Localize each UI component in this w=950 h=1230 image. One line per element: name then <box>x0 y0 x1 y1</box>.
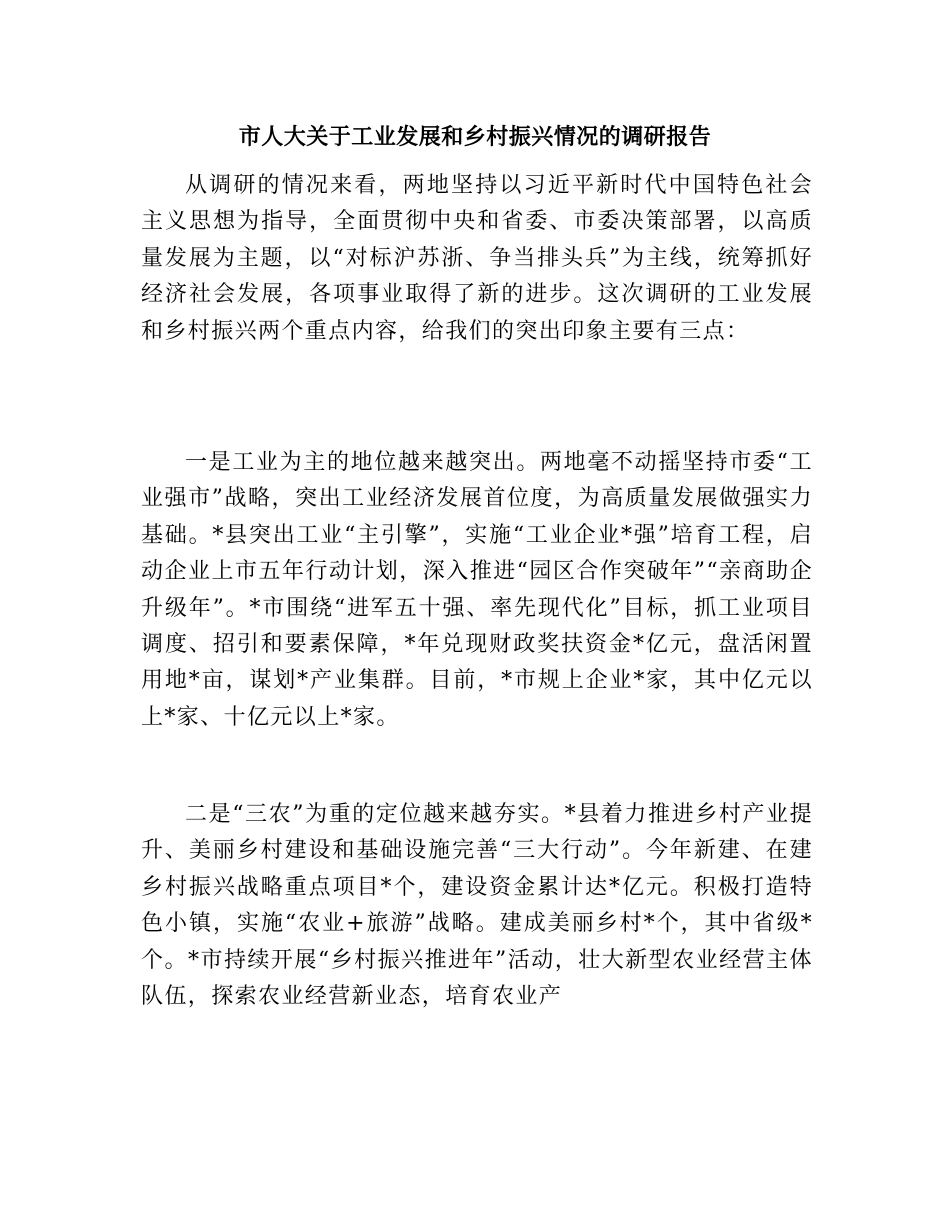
document-title: 市人大关于工业发展和乡村振兴情况的调研报告 <box>238 125 712 150</box>
body-paragraph-industry: 一是工业为主的地位越来越突出。两地毫不动摇坚持市委“工业强市”战略，突出工业经济发展首位度，为高质量发展做强实力基础。*县突出工业“主引擎”，实施“工业企业*强”培育工程，启动企业上市五年行动计划，深入推进“园区合作突破年”“亲商助企升级年”。*市围绕“进军五十强、率先现代化”目标，抓工业项目调度、招引和要素保障，*年兑现财政奖扶资金*亿元，盘活闲置用地*亩，谋划*产业集群。目前，*市规上企业*家，其中亿元以上*家、十亿元以上*家。 <box>141 450 813 730</box>
body-paragraph-agriculture: 二是“三农”为重的定位越来越夯实。*县着力推进乡村产业提升、美丽乡村建设和基础设施完善“三大行动”。今年新建、在建乡村振兴战略重点项目*个，建设资金累计达*亿元。积极打造特色小镇，实施“农业+旅游”战略。建成美丽乡村*个，其中省级*个。*市持续开展“乡村振兴推进年”活动，壮大新型农业经营主体队伍，探索农业经营新业态，培育农业产 <box>141 802 813 1010</box>
body-paragraph-intro: 从调研的情况来看，两地坚持以习近平新时代中国特色社会主义思想为指导，全面贯彻中央和省委、市委决策部署，以高质量发展为主题，以“对标沪苏浙、争当排头兵”为主线，统筹抓好经济社会发展，各项事业取得了新的进步。这次调研的工业发展和乡村振兴两个重点内容，给我们的突出印象主要有三点： <box>141 173 813 344</box>
